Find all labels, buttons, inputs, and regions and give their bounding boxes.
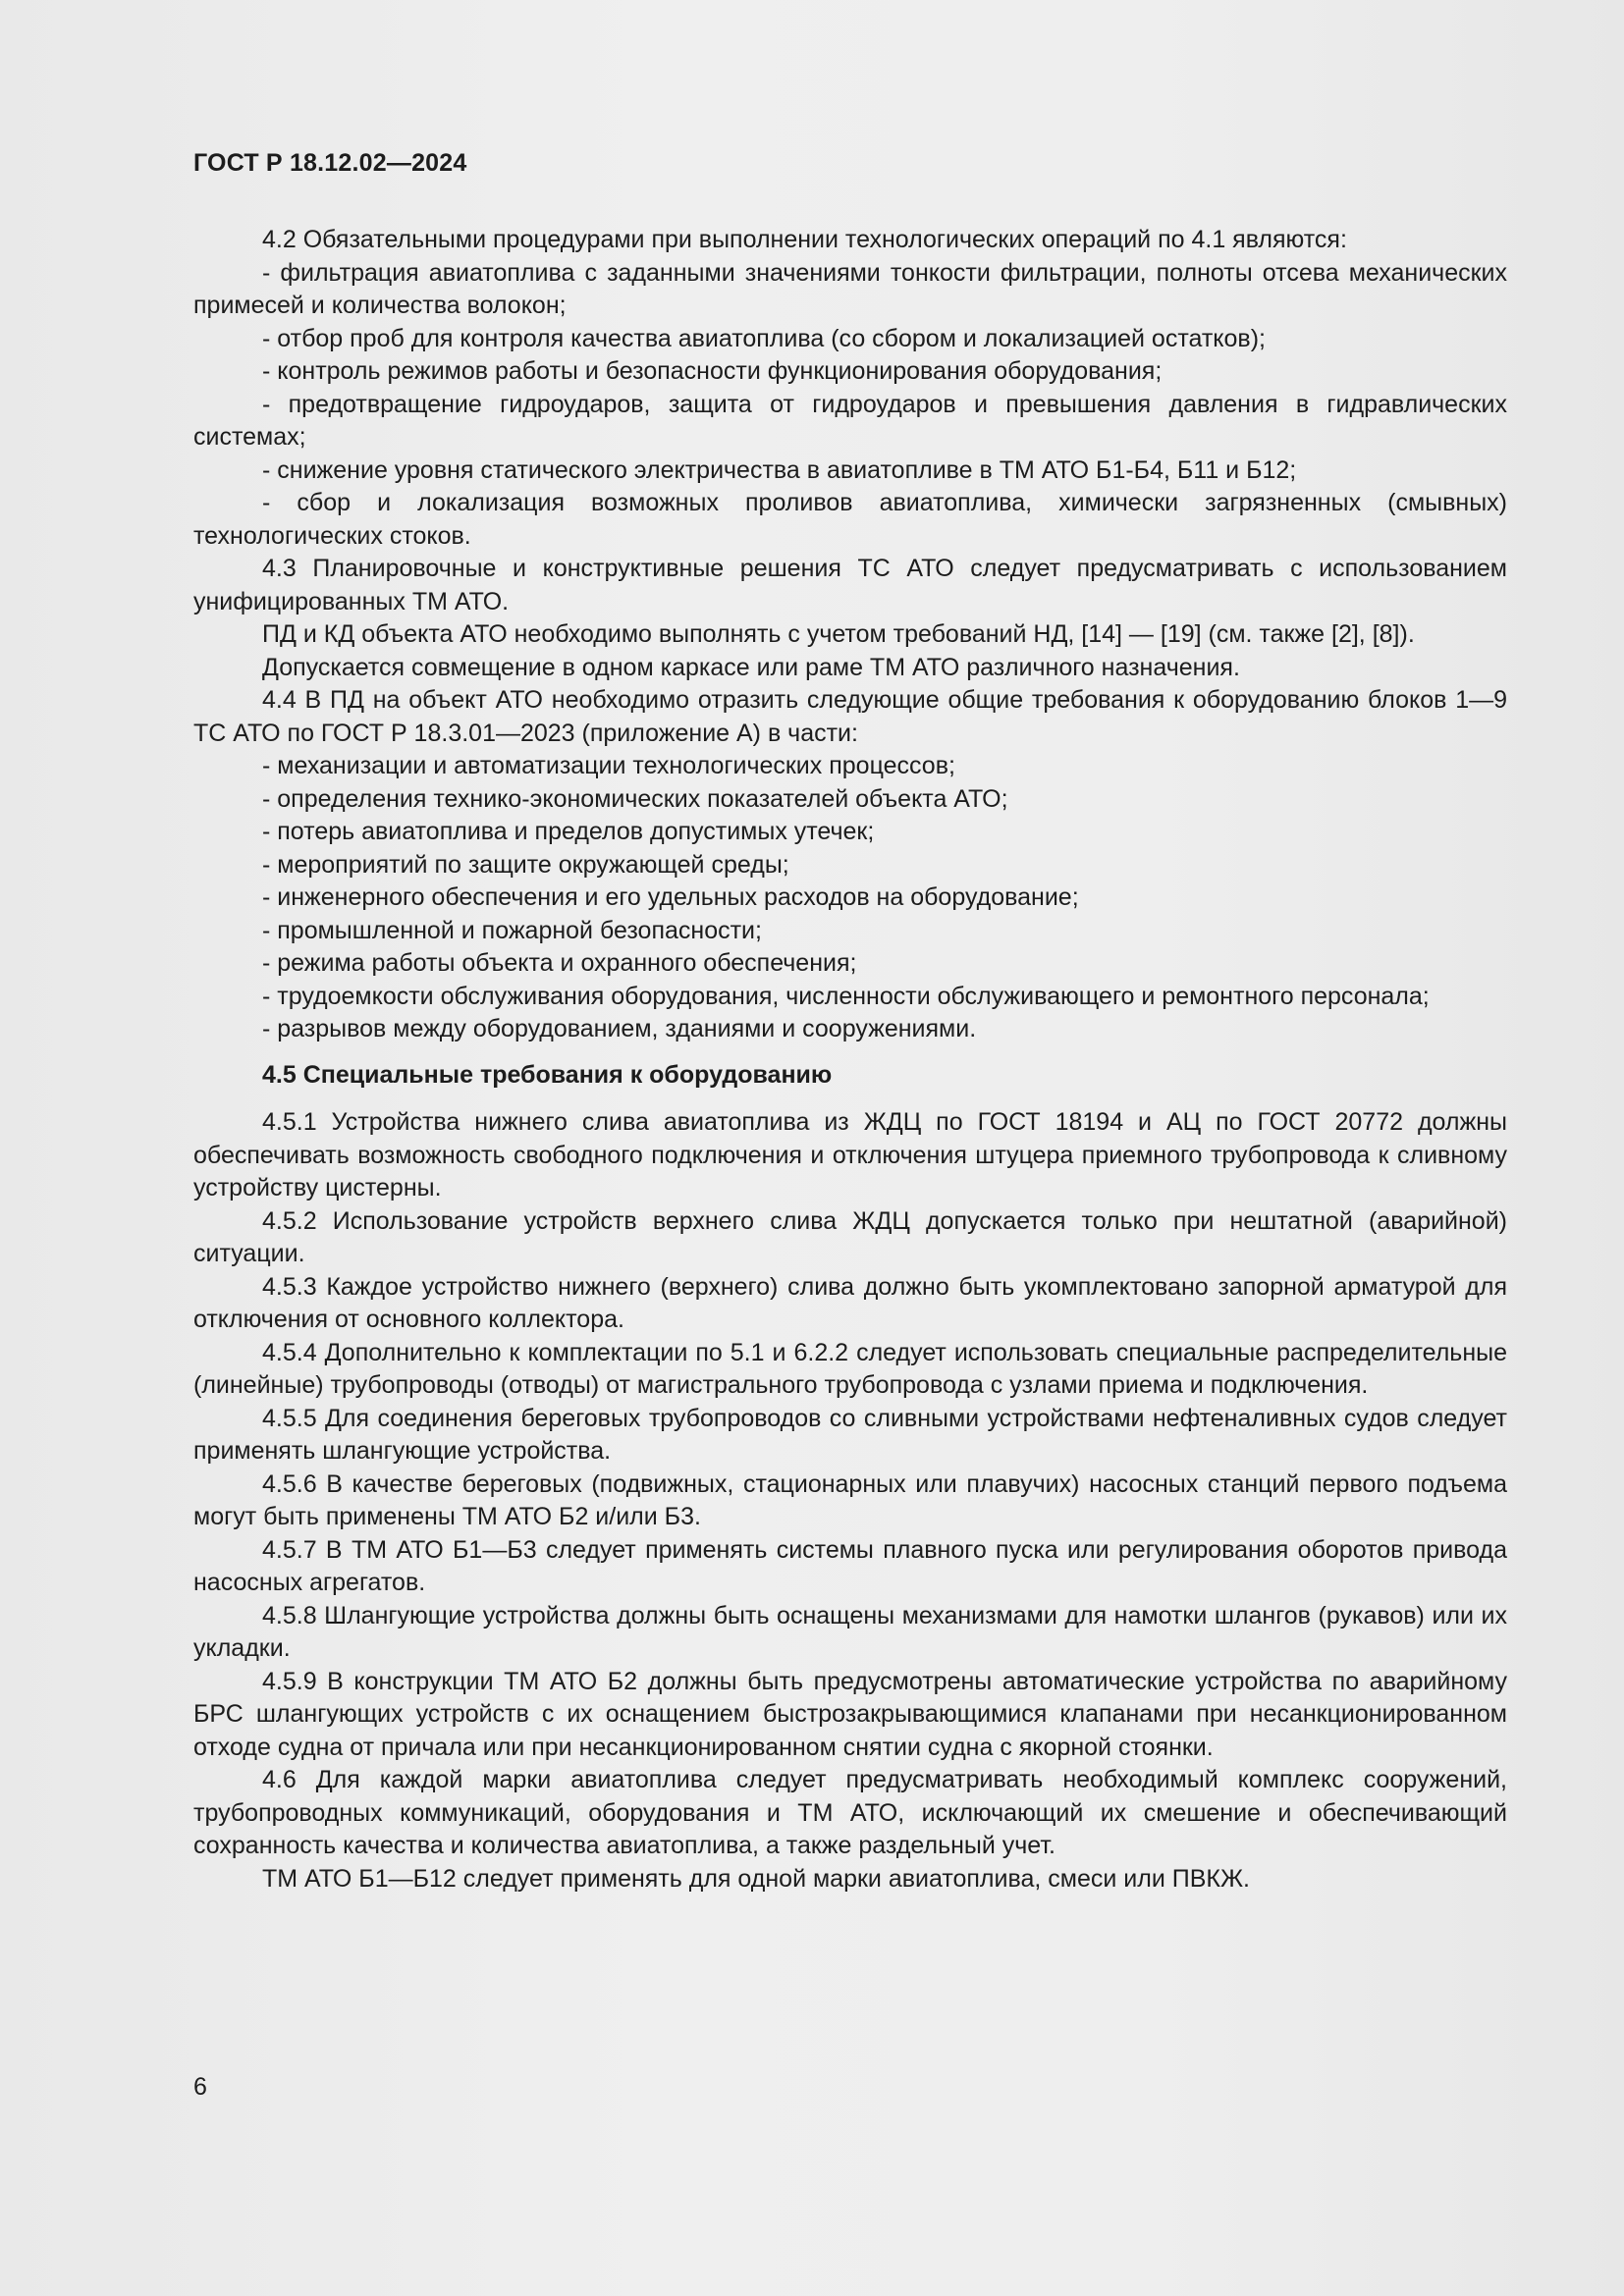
section-heading-4-5: 4.5 Специальные требования к оборудованию <box>262 1060 833 1089</box>
paragraph-4-5-4: 4.5.4 Дополнительно к комплектации по 5.1 и 6.2.2 следует использовать специальные распределительные (линейные) трубопроводы (отводы) от магистрального трубопровода с узлами приема и подключения. <box>193 1338 1507 1399</box>
page-number: 6 <box>193 2073 207 2101</box>
paragraph-4-4: 4.4 В ПД на объект АТО необходимо отразить следующие общие требования к оборудованию блоков 1—9 ТС АТО по ГОСТ Р 18.3.01—2023 (приложение А) в части: <box>193 686 1507 747</box>
list-item: - предотвращение гидроударов, защита от гидроударов и превышения давления в гидравлических системах; <box>193 390 1507 451</box>
list-item: - снижение уровня статического электричества в авиатопливе в ТМ АТО Б1-Б4, Б11 и Б12; <box>262 455 1297 484</box>
paragraph-4-3: 4.3 Планировочные и конструктивные решения ТС АТО следует предусматривать с использованием унифицированных ТМ АТО. <box>193 555 1507 615</box>
paragraph-4-6: 4.6 Для каждой марки авиатоплива следует предусматривать необходимый комплекс сооружений, трубопроводных коммуникаций, оборудования и ТМ АТО, исключающий их смешение и обеспечивающий сохранность качества и количества авиатоплива, а также раздельный учет. <box>193 1766 1507 1859</box>
list-item: - отбор проб для контроля качества авиатоплива (со сбором и локализацией остатков); <box>262 324 1266 352</box>
list-item: - трудоемкости обслуживания оборудования, численности обслуживающего и ремонтного персонала; <box>262 982 1430 1010</box>
paragraph: ТМ АТО Б1—Б12 следует применять для одной марки авиатоплива, смеси или ПВКЖ. <box>262 1864 1250 1893</box>
list-item: - определения технико-экономических показателей объекта АТО; <box>262 784 1008 813</box>
list-item: - разрывов между оборудованием, зданиями и сооружениями. <box>262 1015 977 1042</box>
paragraph-4-5-8: 4.5.8 Шлангующие устройства должны быть оснащены механизмами для намотки шлангов (рукавов) или их укладки. <box>193 1601 1507 1662</box>
list-item: - контроль режимов работы и безопасности функционирования оборудования; <box>262 357 1163 385</box>
paragraph-4-5-3: 4.5.3 Каждое устройство нижнего (верхнего) слива должно быть укомплектовано запорной арматурой для отключения от основного коллектора. <box>193 1272 1507 1333</box>
paragraph-4-5-7: 4.5.7 В ТМ АТО Б1—Б3 следует применять системы плавного пуска или регулирования оборотов привода насосных агрегатов. <box>193 1535 1507 1596</box>
list-item: - потерь авиатоплива и пределов допустимых утечек; <box>262 818 875 845</box>
paragraph-4-5-5: 4.5.5 Для соединения береговых трубопроводов со сливными устройствами нефтеналивных судов следует применять шлангующие устройства. <box>193 1404 1507 1465</box>
paragraph-4-5-9: 4.5.9 В конструкции ТМ АТО Б2 должны быть предусмотрены автоматические устройства по аварийному БРС шлангующих устройств с их оснащением быстрозакрывающимися клапанами при несанкционированном отходе судна от причала или при несанкционированном снятии судна с якорной стоянки. <box>193 1667 1507 1761</box>
list-item: - сбор и локализация возможных проливов авиатоплива, химически загрязненных (смывных) технологических стоков. <box>193 489 1507 550</box>
list-item: - фильтрация авиатоплива с заданными значениями тонкости фильтрации, полноты отсева механических примесей и количества волокон; <box>193 258 1507 319</box>
list-item: - механизации и автоматизации технологических процессов; <box>262 752 955 779</box>
document-header: ГОСТ Р 18.12.02—2024 <box>193 149 467 177</box>
paragraph-4-5-1: 4.5.1 Устройства нижнего слива авиатоплива из ЖДЦ по ГОСТ 18194 и АЦ по ГОСТ 20772 должны обеспечивать возможность свободного подключения и отключения штуцера приемного трубопровода к сливному устройству цистерны. <box>193 1108 1507 1201</box>
list-item: - мероприятий по защите окружающей среды; <box>262 850 789 879</box>
list-item: - промышленной и пожарной безопасности; <box>262 916 762 944</box>
list-item: - режима работы объекта и охранного обеспечения; <box>262 949 857 977</box>
list-item: - инженерного обеспечения и его удельных расходов на оборудование; <box>262 883 1079 911</box>
document-body <box>193 224 1507 1896</box>
paragraph: Допускается совмещение в одном каркасе или раме ТМ АТО различного назначения. <box>262 653 1240 681</box>
paragraph: ПД и КД объекта АТО необходимо выполнять с учетом требований НД, [14] — [19] (см. также [2], [8]). <box>262 620 1415 648</box>
paragraph-4-5-6: 4.5.6 В качестве береговых (подвижных, стационарных или плавучих) насосных станций первого подъема могут быть применены ТМ АТО Б2 и/или Б3. <box>193 1469 1507 1530</box>
paragraph-4-5-2: 4.5.2 Использование устройств верхнего слива ЖДЦ допускается только при нештатной (аварийной) ситуации. <box>193 1206 1507 1267</box>
paragraph-4-2: 4.2 Обязательными процедурами при выполнении технологических операций по 4.1 являются: <box>262 226 1347 253</box>
